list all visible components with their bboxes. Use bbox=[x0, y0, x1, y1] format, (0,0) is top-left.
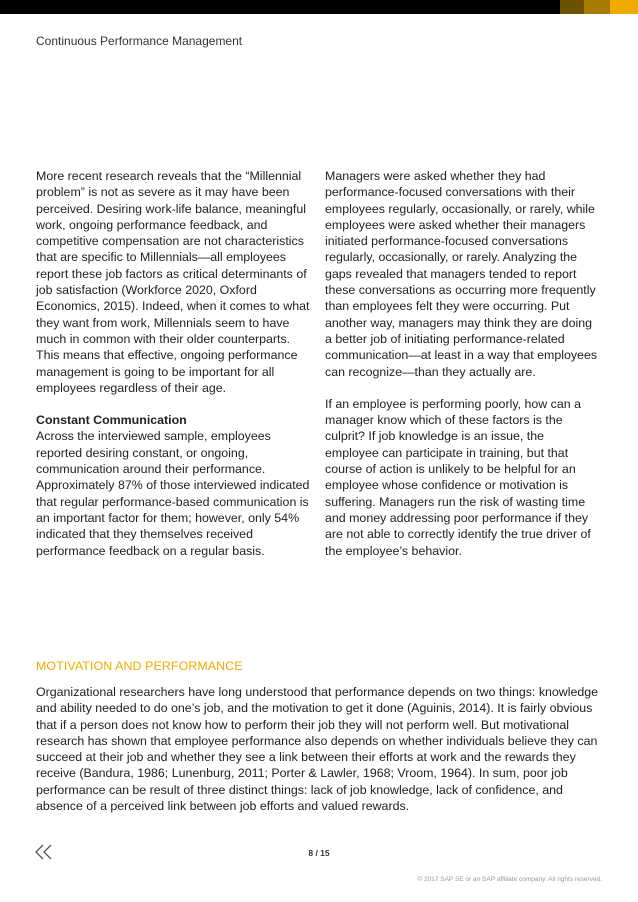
top-bar-segment-dark-gold bbox=[560, 0, 584, 14]
copyright-notice: © 2017 SAP SE or an SAP affiliate company. All rights reserved. bbox=[417, 876, 602, 883]
left-paragraph-millennials: More recent research reveals that the “Millennial problem” is not as severe as it may have been perceived. Desiring work-life balance, meaningful work, ongoing performance feedback, and competitive compensation are not characteristics that are specific to Millennials—all employees report these job factors as critical determinants of job satisfaction (Workforce 2020, Oxford Economics, 2015). Indeed, when it comes to what they want from work, Millennials seem to have much in common with their older counterparts. This means that effective, ongoing performance management is going to be important for all employees regardless of their age. bbox=[36, 169, 310, 395]
section-body-motivation: Organizational researchers have long understood that performance depends on two things: knowledge and ability needed to do one’s job, and the motivation to get it done (Aguinis, 2014). It is fairly obvious that if a person does not know how to perform their job they will not perform well. But motivational research has shown that employee performance also depends on whether individuals believe they can succeed at their job and whether they see a link between their efforts at work and the rewards they receive (Bandura, 1986; Lunenburg, 2011; Porter & Lawler, 1968; Vroom, 1964). In sum, poor job performance can be result of three distinct things: lack of job knowledge, lack of confidence, and absence of a perceived link between job efforts and valued rewards. bbox=[36, 685, 599, 814]
page-number: 8 / 15 bbox=[308, 848, 330, 858]
right-column bbox=[325, 168, 601, 559]
top-bar-segment-yellow bbox=[610, 0, 638, 14]
document-title: Continuous Performance Management bbox=[36, 34, 243, 48]
right-paragraph-poor-performance: If an employee is performing poorly, how can a manager know which of these factors is the culprit? If job knowledge is an issue, the employee can participate in training, but that course of action is unlikely to be helpful for an employee whose confidence or motivation is suffering. Managers run the risk of wasting time and money addressing poor performance if they are not able to correctly identify the true driver of the employee’s behavior. bbox=[325, 396, 591, 558]
left-paragraph-communication: Across the interviewed sample, employees reported desiring constant, or ongoing, communication around their performance. Approximately 87% of those interviewed indicated that regular performance-based communication is an important factor for them; however, only 54% indicated that they themselves received performance feedback on a regular basis. bbox=[36, 429, 310, 558]
top-color-bar bbox=[0, 0, 638, 14]
section-heading-motivation: MOTIVATION AND PERFORMANCE bbox=[36, 659, 243, 673]
subheading-constant-communication: Constant Communication bbox=[36, 413, 187, 428]
right-paragraph-managers: Managers were asked whether they had performance-focused conversations with their employees regularly, occasionally, or rarely, while employees were asked whether their managers initiated performance-focused conversations regularly, occasionally, or rarely. Analyzing the gaps revealed that managers tended to report these conversations as occurring more frequently than employees felt they were occurring. Put another way, managers may think they are doing a better job of initiating performance-related communication—at least in a way that employees can recognize—than they actually are. bbox=[325, 169, 598, 379]
left-column bbox=[36, 168, 312, 559]
top-bar-segment-gold bbox=[584, 0, 610, 14]
